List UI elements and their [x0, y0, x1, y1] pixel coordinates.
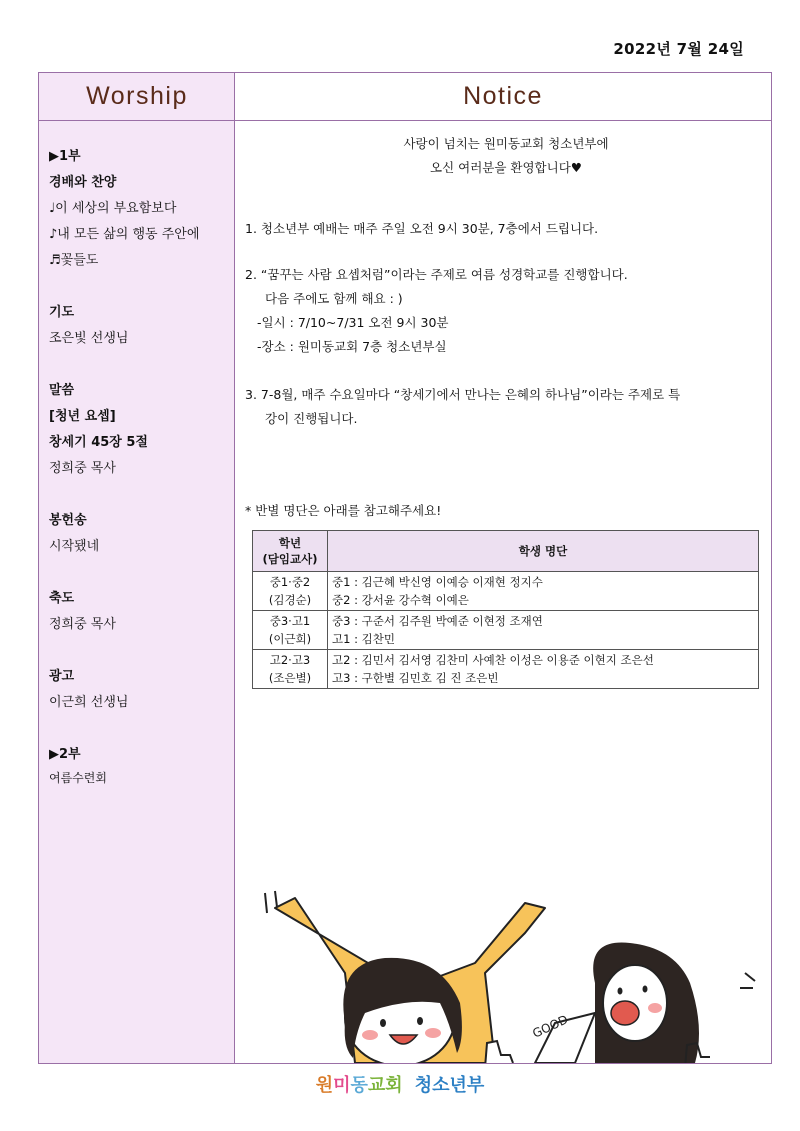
- worship-column: [39, 73, 235, 1063]
- teacher-label: (조은별): [268, 671, 312, 685]
- notice-item-2-line: -일시 : 7/10~7/31 오전 9시 30분: [257, 315, 449, 330]
- notice-item-2-line: 다음 주에도 함께 해요 : ): [265, 291, 403, 306]
- announce-title: 광고: [49, 669, 75, 684]
- students-line: 고3 : 구한별 김민호 김 진 조은빈: [332, 671, 499, 685]
- good-text: GOOD: [530, 1012, 571, 1041]
- church-footer-logo: [0, 1071, 800, 1097]
- teacher-label: (이근희): [268, 632, 312, 646]
- sermon-title: 말씀: [49, 383, 75, 398]
- song-item: ♬꽃들도: [49, 253, 99, 268]
- part1-label: ▶1부: [49, 149, 81, 164]
- students-line: 고1 : 김찬민: [332, 632, 395, 646]
- table-row: [253, 611, 759, 650]
- footer-char: 동: [350, 1075, 368, 1096]
- table-row: [253, 650, 759, 689]
- students-header: 학생 명단: [328, 531, 759, 572]
- students-cell: [328, 572, 759, 611]
- students-line: 고2 : 김민서 김서영 김찬미 사예찬 이성은 이용준 이현지 조은선: [332, 653, 654, 667]
- part2-label: ▶2부: [49, 747, 81, 762]
- blessing-title: 축도: [49, 591, 75, 606]
- notice-item-2-line: -장소 : 원미동교회 7층 청소년부실: [257, 339, 447, 354]
- grade-label: 고2·고3: [269, 653, 311, 667]
- notice-item-2: 2. “꿈꾸는 사람 요셉처럼”이라는 주제로 여름 성경학교를 진행합니다.: [245, 267, 628, 282]
- blessing-person: 정희중 목사: [49, 617, 116, 632]
- grade-cell: [253, 650, 328, 689]
- grade-header: [253, 531, 328, 572]
- class-note: * 반별 명단은 아래를 참고해주세요!: [245, 503, 442, 518]
- grade-label: 중1·중2: [269, 575, 311, 589]
- grade-cell: [253, 611, 328, 650]
- students-cell: [328, 650, 759, 689]
- announce-person: 이근희 선생님: [49, 695, 129, 710]
- welcome-line: 사랑이 넘치는 원미동교회 청소년부에: [403, 136, 609, 151]
- prayer-title: 기도: [49, 305, 75, 320]
- table-header-row: [253, 531, 759, 572]
- students-line: 중2 : 강서윤 강수혁 이예은: [332, 593, 469, 607]
- notice-item-3: 3. 7-8월, 매주 수요일마다 “창세기에서 만나는 은혜의 하나님”이라는 주제로 특: [245, 387, 681, 402]
- grade-cell: [253, 572, 328, 611]
- grade-label: 중3·고1: [269, 614, 311, 628]
- cheering-kids-illustration: [235, 863, 771, 1063]
- students-cell: [328, 611, 759, 650]
- sermon-subtitle: [청년 요셉]: [49, 409, 116, 424]
- students-line: 중1 : 김근혜 박신영 이예승 이재현 정지수: [332, 575, 543, 589]
- part2-item: 여름수련회: [49, 771, 107, 785]
- table-row: [253, 572, 759, 611]
- footer-char: 교회: [367, 1075, 403, 1096]
- welcome-line: 오신 여러분을 환영합니다♥: [430, 160, 582, 175]
- bulletin-date: 2022년 7월 24일: [613, 40, 744, 58]
- prayer-person: 조은빛 선생님: [49, 331, 129, 346]
- grade-header-label: 학년: [278, 536, 302, 550]
- bulletin-frame: [38, 72, 772, 1064]
- notice-item-1: 1. 청소년부 예배는 매주 주일 오전 9시 30분, 7층에서 드립니다.: [245, 221, 599, 236]
- teacher-header-label: (담임교사): [262, 552, 318, 566]
- footer-dept: 청소년부: [414, 1075, 485, 1096]
- song-item: ♪내 모든 삶의 행동 주안에: [49, 227, 200, 242]
- sermon-passage: 창세기 45장 5절: [49, 435, 148, 450]
- worship-header: Worship: [39, 73, 235, 121]
- teacher-label: (김경순): [268, 593, 312, 607]
- notice-item-3-line: 강이 진행됩니다.: [265, 411, 358, 426]
- notice-header: Notice: [235, 73, 771, 121]
- footer-char: 미: [333, 1075, 351, 1096]
- praise-title: 경배와 찬양: [49, 175, 117, 190]
- footer-char: 원: [315, 1075, 334, 1096]
- sermon-person: 정희중 목사: [49, 461, 116, 476]
- song-item: ♩이 세상의 부요함보다: [49, 201, 177, 216]
- offering-title: 봉헌송: [49, 513, 87, 528]
- offering-song: 시작됐네: [49, 539, 100, 554]
- class-roster-table: [252, 530, 759, 689]
- students-line: 중3 : 구준서 김주원 박예준 이현정 조재연: [332, 614, 543, 628]
